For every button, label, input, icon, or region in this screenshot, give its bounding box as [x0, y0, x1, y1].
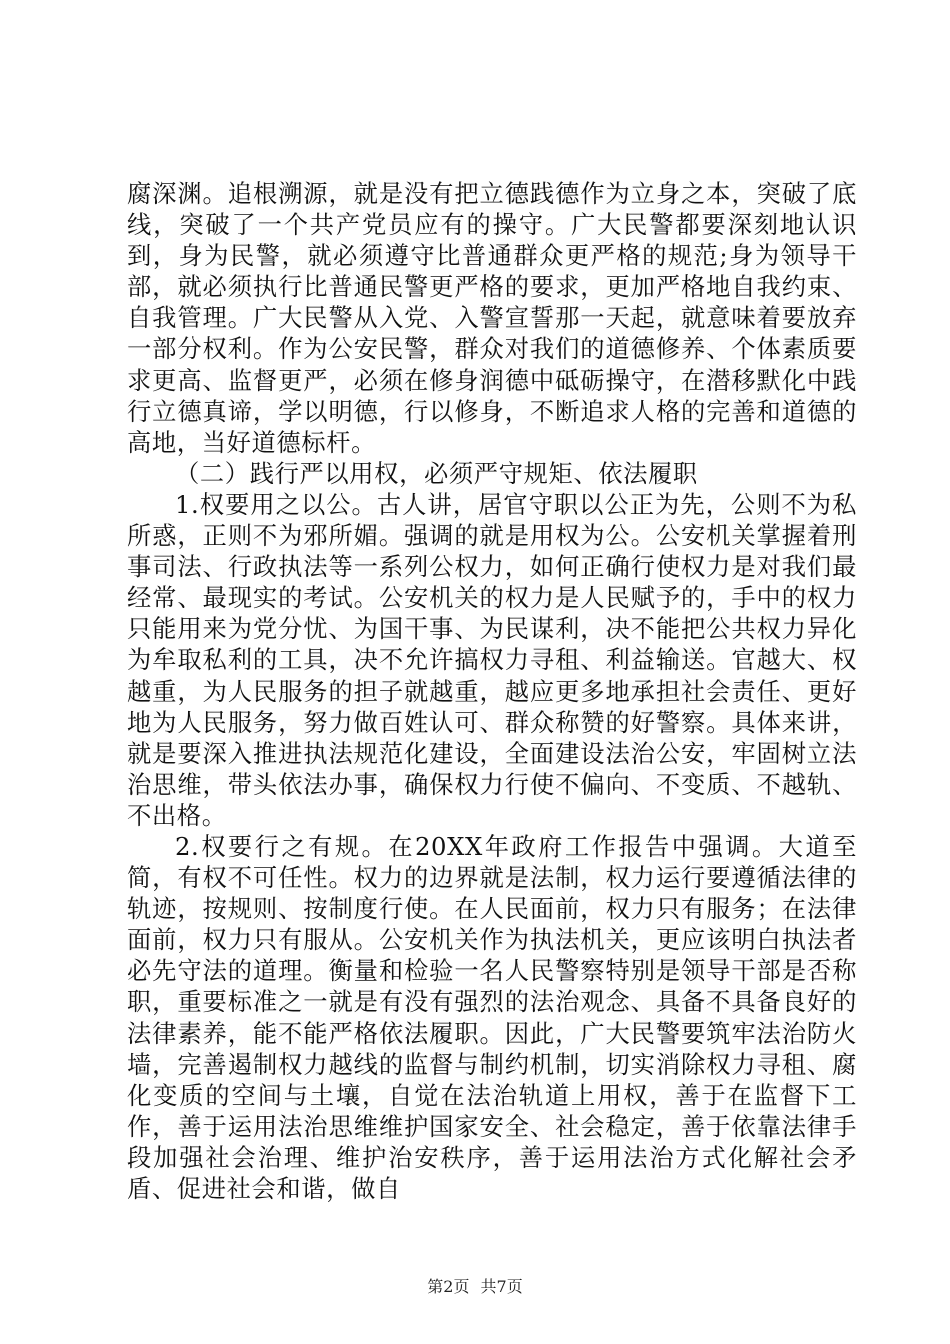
page-total: 共7页 — [480, 1277, 523, 1296]
section-heading: （二）践行严以用权，必须严守规矩、依法履职 — [175, 458, 698, 488]
paragraph-continued: 腐深渊。追根溯源，就是没有把立德践德作为立身之本，突破了底线，突破了一个共产党员应有的操守。广大民警都要深刻地认识到，身为民警，就必须遵守比普通群众更严格的规范;身为领导干部，就必须执行比普通民警更严格的要求，更加严格地自我约束、自我管理。广大民警从入党、入警宣誓那一天起，就意味着要放弃一部分权利。作为公安民警，群众对我们的道德修养、个体素质要求更高、监督更严，必须在修身润德中砥砺操守，在潜移默化中践行立德真谛，学以明德，行以修身，不断追求人格的完善和道德的高地，当好道德标杆。 — [127, 179, 857, 457]
page-footer — [0, 1277, 950, 1297]
page-number: 第2页 — [427, 1277, 470, 1296]
paragraph-point-2: 2.权要行之有规。在20XX年政府工作报告中强调。大道至简，有权不可任性。权力的边界就是法制，权力运行要遵循法律的轨迹，按规则、按制度行使。在人民面前，权力只有服务；在法律面前，权力只有服从。公安机关作为执法机关，更应该明白执法者必先守法的道理。衡量和检验一名人民警察特别是领导干部是否称职，重要标准之一就是有没有强烈的法治观念、具备不具备良好的法律素养，能不能严格依法履职。因此，广大民警要筑牢法治防火墙，完善遏制权力越线的监督与制约机制，切实消除权力寻租、腐化变质的空间与土壤，自觉在法治轨道上用权，善于在监督下工作，善于运用法治思维维护国家安全、社会稳定，善于依靠法律手段加强社会治理、维护治安秩序，善于运用法治方式化解社会矛盾、促进社会和谐，做自 — [127, 831, 857, 1203]
document-body — [127, 178, 857, 1204]
paragraph-point-1: 1.权要用之以公。古人讲，居官守职以公正为先，公则不为私所惑，正则不为邪所媚。强调的就是用权为公。公安机关掌握着刑事司法、行政执法等一系列公权力，如何正确行使权力是对我们最经常、最现实的考试。公安机关的权力是人民赋予的，手中的权力只能用来为党分忧、为国干事、为民谋利，决不能把公共权力异化为牟取私利的工具，决不允许搞权力寻租、利益输送。官越大、权越重，为人民服务的担子就越重，越应更多地承担社会责任、更好地为人民服务，努力做百姓认可、群众称赞的好警察。具体来讲，就是要深入推进执法规范化建设，全面建设法治公安，牢固树立法治思维，带头依法办事，确保权力行使不偏向、不变质、不越轨、不出格。 — [127, 489, 857, 830]
